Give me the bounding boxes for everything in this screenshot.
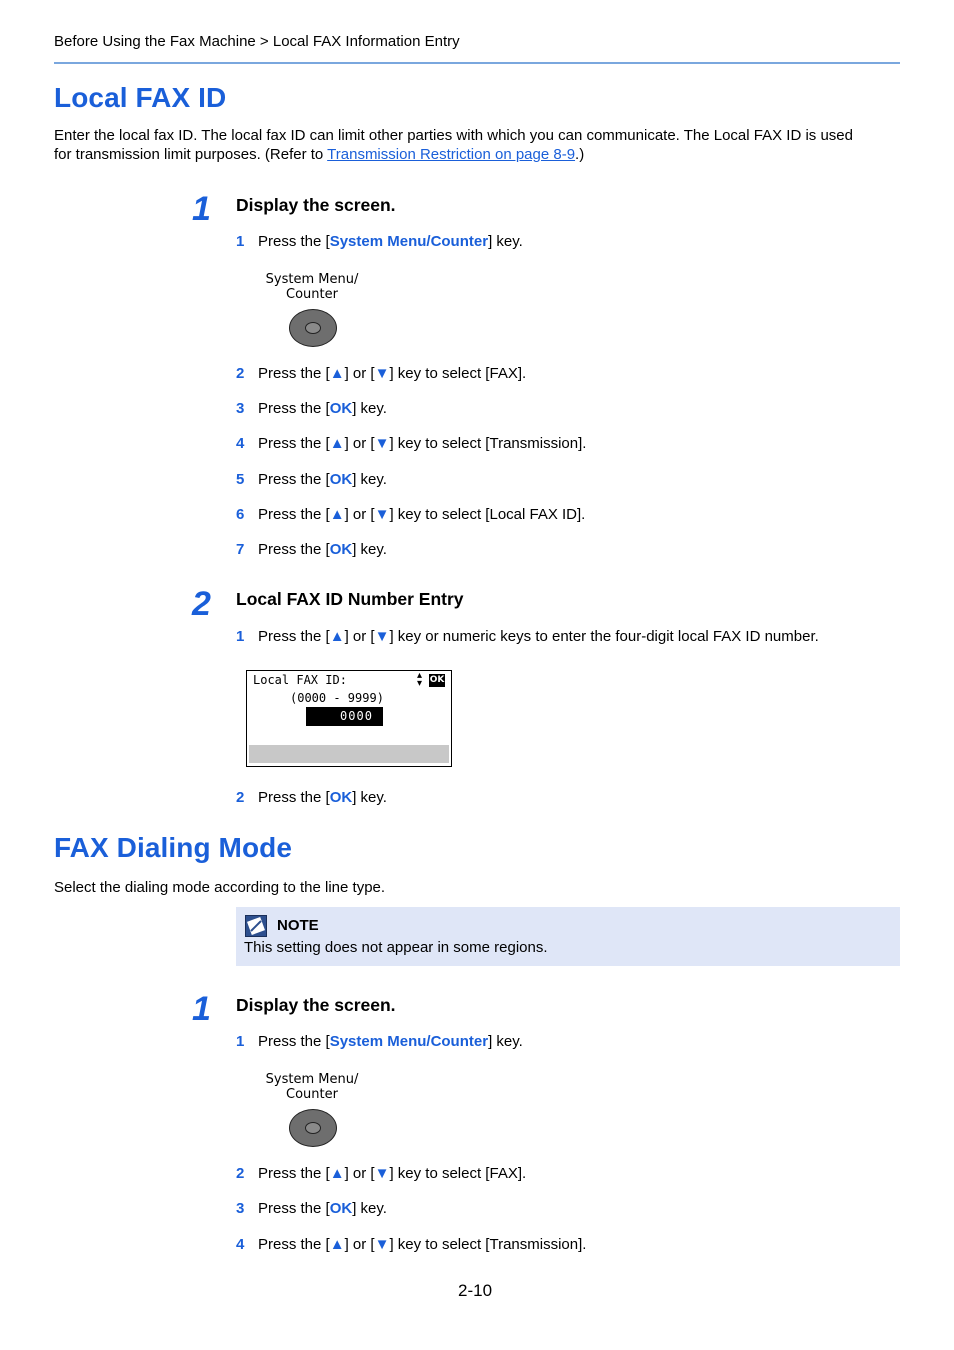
up-down-scroll-icon: ▴ ▾	[417, 670, 423, 689]
intro-line-2: for transmission limit purposes. (Refer to Transmission Restriction on page 8-9.)	[54, 146, 585, 163]
lcd-softkey-bar	[249, 745, 449, 763]
down-arrow-icon: ▼	[374, 628, 390, 645]
system-menu-key-label: System Menu/ Counter	[265, 1072, 359, 1102]
transmission-restriction-link[interactable]: Transmission Restriction on page 8-9	[327, 146, 576, 163]
header-divider	[54, 62, 900, 64]
down-arrow-icon: ▼	[374, 435, 390, 452]
down-arrow-icon: ▼	[374, 365, 390, 382]
substep: 1 Press the [System Menu/Counter] key.	[236, 233, 523, 250]
system-menu-key-label: System Menu/ Counter	[265, 272, 359, 302]
substep: 3 Press the [OK] key.	[236, 400, 387, 417]
substep: 7 Press the [OK] key.	[236, 541, 387, 558]
substep: 2 Press the [▲] or [▼] key to select [FAX].	[236, 1165, 527, 1182]
lcd-line-2: (0000 - 9999)	[290, 691, 384, 705]
system-menu-counter-key-icon	[289, 1109, 337, 1147]
down-arrow-icon: ▼	[374, 1236, 390, 1253]
breadcrumb: Before Using the Fax Machine > Local FAX Information Entry	[54, 33, 460, 50]
substep: 5 Press the [OK] key.	[236, 471, 387, 488]
substep: 2 Press the [▲] or [▼] key to select [FAX].	[236, 365, 527, 382]
note-text: This setting does not appear in some regions.	[244, 939, 548, 956]
up-arrow-icon: ▲	[329, 1165, 345, 1182]
section-title-fax-dialing-mode: FAX Dialing Mode	[54, 832, 293, 863]
substep: 4 Press the [▲] or [▼] key to select [Transmission].	[236, 435, 587, 452]
system-menu-counter-key-icon	[289, 309, 337, 347]
substep: 2 Press the [OK] key.	[236, 789, 387, 806]
up-arrow-icon: ▲	[329, 1236, 345, 1253]
note-icon	[245, 915, 267, 937]
down-arrow-icon: ▼	[374, 1165, 390, 1182]
intro-paragraph	[54, 126, 904, 164]
section-title-local-fax-id: Local FAX ID	[54, 82, 227, 113]
section2-intro: Select the dialing mode according to the line type.	[54, 879, 386, 896]
step-title: Local FAX ID Number Entry	[236, 589, 464, 609]
lcd-screen	[246, 670, 452, 767]
substep: 6 Press the [▲] or [▼] key to select [Local FAX ID].	[236, 506, 586, 523]
down-arrow-icon: ▼	[374, 506, 390, 523]
substep: 3 Press the [OK] key.	[236, 1200, 387, 1217]
substep: 1 Press the [System Menu/Counter] key.	[236, 1033, 523, 1050]
step-title: Display the screen.	[236, 995, 396, 1015]
step-title: Display the screen.	[236, 195, 396, 215]
intro-line-1: Enter the local fax ID. The local fax ID can limit other parties with which you can communicate. The Local FAX ID is used	[54, 127, 853, 144]
step-number: 1	[192, 990, 211, 1028]
page-number: 2-10	[458, 1281, 493, 1300]
substep: 4 Press the [▲] or [▼] key to select [Transmission].	[236, 1236, 587, 1253]
substep: 1 Press the [▲] or [▼] key or numeric keys to enter the four-digit local FAX ID number.	[236, 628, 819, 645]
lcd-line-1: Local FAX ID:	[253, 673, 347, 687]
up-arrow-icon: ▲	[329, 365, 345, 382]
note-title: NOTE	[277, 917, 319, 934]
up-arrow-icon: ▲	[329, 435, 345, 452]
lcd-value-field: 0000	[306, 707, 383, 726]
ok-badge-icon: OK	[429, 675, 445, 685]
step-number: 1	[192, 190, 211, 228]
note-box	[236, 907, 900, 966]
step-number: 2	[192, 585, 211, 623]
up-arrow-icon: ▲	[329, 506, 345, 523]
up-arrow-icon: ▲	[329, 628, 345, 645]
